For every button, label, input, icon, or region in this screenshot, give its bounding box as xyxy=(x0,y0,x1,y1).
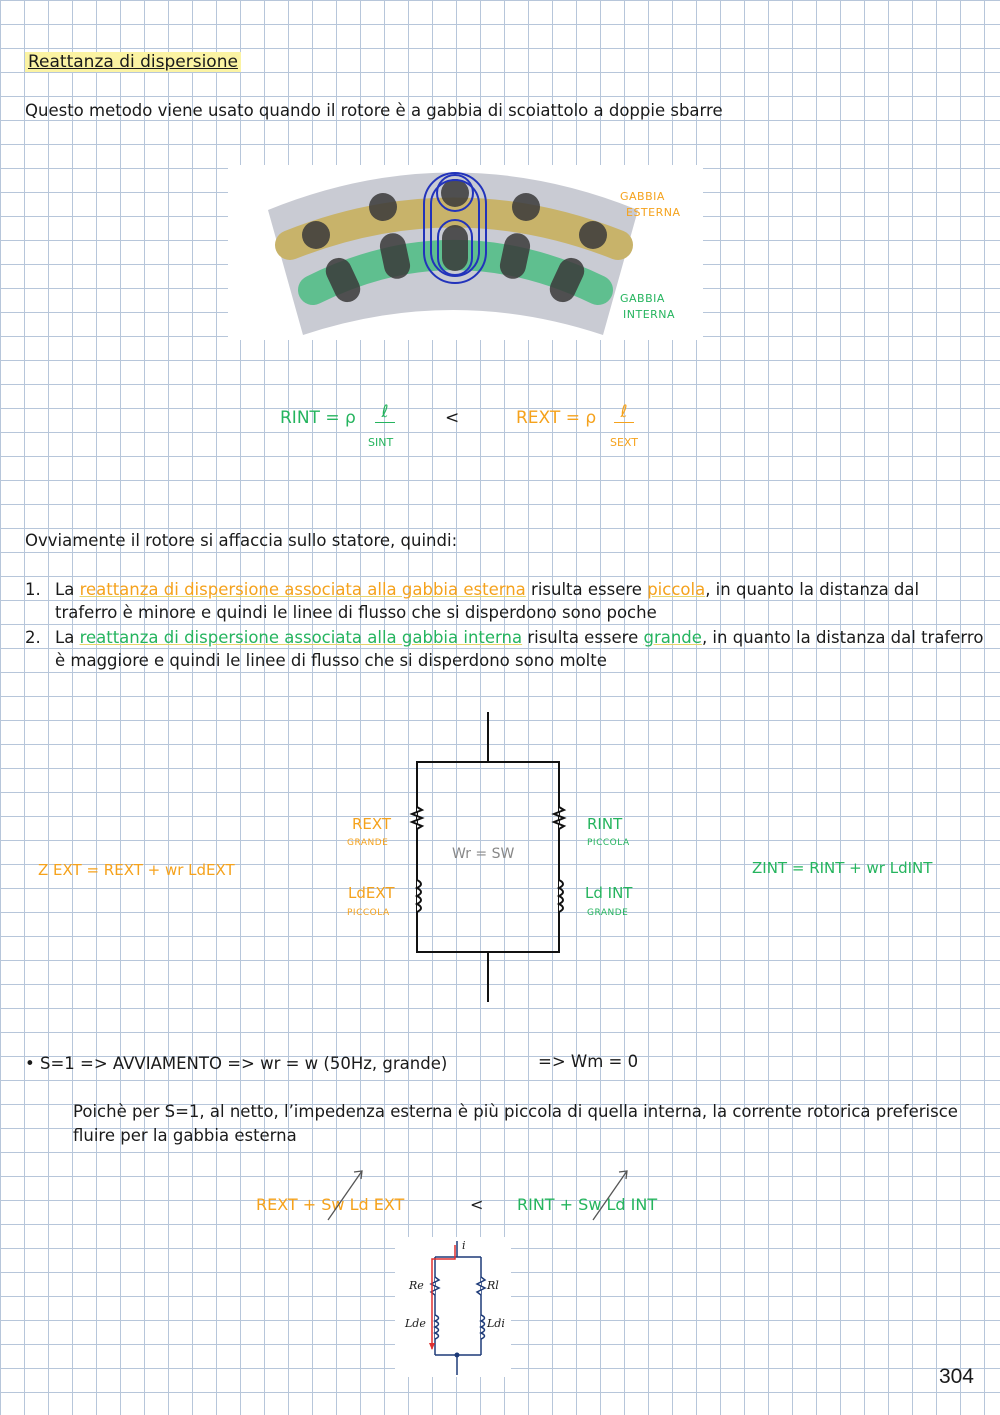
circuit-rint-label: RINT xyxy=(587,815,623,833)
list-item-mid: risulta essere xyxy=(525,580,648,599)
circuit-rext-sub: GRANDE xyxy=(347,838,389,848)
bullet-result: => Wm = 0 xyxy=(538,1052,639,1071)
list-item-highlight: reattanza di dispersione associata alla gabbia esterna xyxy=(79,580,526,599)
circuit-ldext-label: LdEXT xyxy=(348,884,395,902)
list-item-post: , in quanto la distanza dal traferro è maggiore e quindi le linee di flusso che si disperdono sono molte xyxy=(55,628,984,670)
explanation-text: Poichè per S=1, al netto, l’impedenza esterna è più piccola di quella interna, la corrente rotorica preferisce fluire per la gabbia esterna xyxy=(73,1102,958,1145)
list-item-pre: La xyxy=(55,580,80,599)
rint-formula: RINT = ρ xyxy=(280,408,356,428)
list-item-highlight-2: piccola xyxy=(647,580,706,599)
list-item-highlight: reattanza di dispersione associata alla gabbia interna xyxy=(79,628,523,647)
rint-numerator: ℓ xyxy=(375,402,395,423)
rext-numerator: ℓ xyxy=(614,402,634,423)
fig2-i-label: i xyxy=(462,1239,466,1252)
rint-denominator: SINT xyxy=(368,436,394,449)
label-gabbia-esterna-2: ESTERNA xyxy=(626,206,681,219)
list-item-highlight-2: grande xyxy=(643,628,702,647)
circuit-ldint-sub: GRANDE xyxy=(587,908,629,918)
fig2-lde-label: Lde xyxy=(405,1317,426,1330)
compare-less-than: < xyxy=(470,1195,484,1214)
rext-formula: REXT = ρ xyxy=(516,408,597,428)
list-item-mid: risulta essere xyxy=(522,628,644,647)
circuit-center-label: Wr = SW xyxy=(452,846,515,862)
page-title: Reattanza di dispersione xyxy=(25,52,241,72)
page-number: 304 xyxy=(938,1365,974,1388)
label-gabbia-esterna-1: GABBIA xyxy=(620,190,665,203)
list-item-post: , in quanto la distanza dal traferro è minore e quindi le linee di flusso che si disperdono sono poche xyxy=(55,580,920,622)
current-path-diagram xyxy=(395,1237,511,1377)
compare-left: REXT + Sw Ld EXT xyxy=(256,1195,405,1214)
list-item xyxy=(25,578,985,624)
fig2-ldi-label: Ldi xyxy=(487,1317,505,1330)
arrow-up-icon xyxy=(585,1165,635,1225)
less-than-sign: < xyxy=(445,408,460,428)
circuit-ldint-label: Ld INT xyxy=(585,884,633,902)
list-item-pre: La xyxy=(55,628,80,647)
label-gabbia-interna-1: GABBIA xyxy=(620,292,665,305)
compare-right: RINT + Sw Ld INT xyxy=(517,1195,658,1214)
fig2-rl-label: Rl xyxy=(487,1279,499,1292)
list-item-number: 1. xyxy=(25,580,41,599)
explanation-list xyxy=(25,578,985,672)
circuit-ldext-sub: PICCOLA xyxy=(347,908,390,918)
zint-formula: ZINT = RINT + wr LdINT xyxy=(752,859,933,877)
circuit-rext-label: REXT xyxy=(352,815,392,833)
list-item-number: 2. xyxy=(25,628,41,647)
arrow-up-icon xyxy=(320,1165,370,1225)
fig2-re-label: Re xyxy=(409,1279,424,1292)
zext-formula: Z EXT = REXT + wr LdEXT xyxy=(38,861,235,879)
rext-denominator: SEXT xyxy=(610,436,638,449)
intro-text: Questo metodo viene usato quando il rotore è a gabbia di scoiattolo a doppie sbarre xyxy=(25,101,723,120)
list-item xyxy=(25,626,985,672)
bullet-avviamento: • S=1 => AVVIAMENTO => wr = w (50Hz, grande) xyxy=(25,1054,448,1073)
statement-text: Ovviamente il rotore si affaccia sullo statore, quindi: xyxy=(25,531,458,550)
circuit-rint-sub: PICCOLA xyxy=(587,838,630,848)
label-gabbia-interna-2: INTERNA xyxy=(623,308,676,321)
current-path-figure xyxy=(395,1237,511,1377)
